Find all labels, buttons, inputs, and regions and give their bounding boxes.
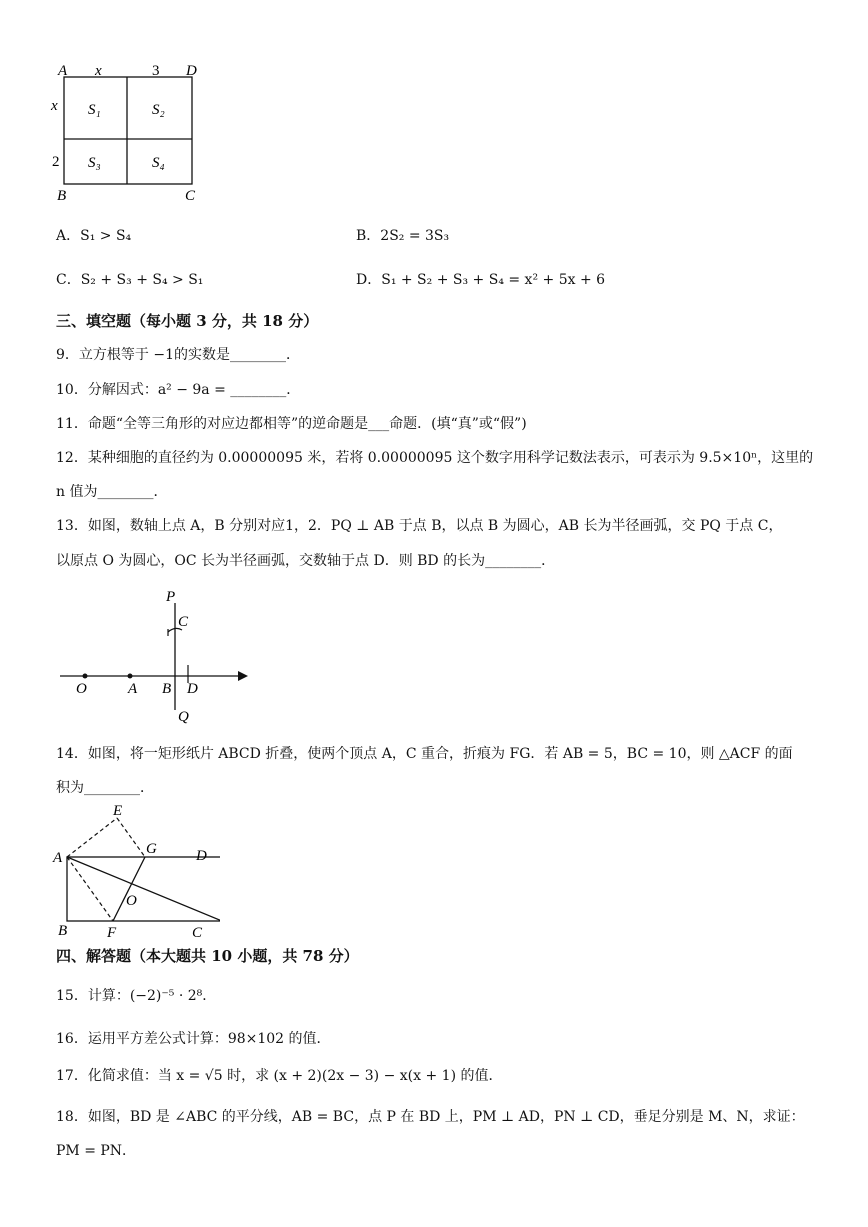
label-g: G [146, 841, 157, 857]
folded-rectangle-figure [50, 800, 220, 940]
question-9: 9．立方根等于 −1的实数是________． [56, 347, 300, 363]
question-12-line-1: 12．某种细胞的直径约为 0.00000095 米，若将 0.00000095 这个数字用科学记数法表示，可表示为 9.5×10ⁿ，这里的 [56, 450, 814, 466]
label-a: A [58, 63, 68, 79]
label-a: A [53, 850, 63, 866]
label-d: D [187, 681, 198, 697]
question-15: 15．计算：(−2)⁻⁵ · 2⁸． [56, 988, 217, 1004]
label-d: D [196, 848, 207, 864]
question-10: 10．分解因式：a² − 9a = ________． [56, 382, 301, 398]
question-12-line-2: n 值为________． [56, 484, 168, 500]
label-s1: S₁ [88, 102, 101, 118]
question-16: 16．运用平方差公式计算：98×102 的值． [56, 1031, 331, 1047]
question-11: 11．命题“全等三角形的对应边都相等”的逆命题是___命题．(填“真”或“假”) [56, 416, 527, 432]
option-a[interactable]: A．S₁ > S₄ [56, 228, 132, 244]
question-13-line-1: 13．如图，数轴上点 A，B 分别对应1，2．PQ ⊥ AB 于点 B，以点 B 为圆心，AB 长为半径画弧，交 PQ 于点 C， [56, 518, 783, 534]
number-line-figure [50, 585, 260, 725]
label-s4: S₄ [152, 155, 165, 171]
label-c: C [185, 188, 196, 204]
question-14-line-1: 14．如图，将一矩形纸片 ABCD 折叠，使两个顶点 A，C 重合，折痕为 FG．若 AB = 5，BC = 10，则 △ACF 的面 [56, 746, 793, 762]
label-c: C [178, 614, 189, 630]
option-b[interactable]: B．2S₂ = 3S₃ [356, 228, 450, 244]
area-grid-figure [40, 55, 220, 205]
label-p: P [166, 589, 176, 605]
label-d: D [186, 63, 197, 79]
label-s2: S₂ [152, 102, 165, 118]
label-top-3: 3 [152, 63, 160, 79]
section-4-heading: 四、解答题（本大题共 10 小题，共 78 分） [56, 947, 359, 965]
label-b: B [57, 188, 67, 204]
label-f: F [107, 925, 117, 940]
label-q: Q [178, 709, 189, 725]
label-c: C [192, 925, 203, 940]
section-3-heading: 三、填空题（每小题 3 分，共 18 分） [56, 312, 319, 330]
question-13-line-2: 以原点 O 为圆心，OC 长为半径画弧，交数轴于点 D．则 BD 的长为________． [56, 553, 556, 569]
option-c[interactable]: C．S₂ + S₃ + S₄ > S₁ [56, 272, 204, 288]
label-b: B [58, 923, 68, 939]
question-18-line-2: PM = PN． [56, 1143, 137, 1159]
label-b: B [162, 681, 172, 697]
question-17: 17．化简求值：当 x = √5 时，求 (x + 2)(2x − 3) − x(x + 1) 的值． [56, 1068, 503, 1084]
label-top-x: x [95, 63, 102, 79]
label-left-x: x [51, 98, 58, 114]
label-o: O [76, 681, 87, 697]
label-a: A [128, 681, 138, 697]
option-d[interactable]: D．S₁ + S₂ + S₃ + S₄ = x² + 5x + 6 [356, 272, 606, 288]
question-18-line-1: 18．如图，BD 是 ∠ABC 的平分线，AB = BC，点 P 在 BD 上，PM ⊥ AD，PN ⊥ CD，垂足分别是 M、N，求证： [56, 1109, 805, 1125]
question-14-line-2: 积为________． [56, 780, 154, 796]
label-o: O [126, 893, 137, 909]
label-s3: S₃ [88, 155, 101, 171]
label-e: E [113, 803, 123, 819]
label-left-2: 2 [52, 154, 60, 170]
